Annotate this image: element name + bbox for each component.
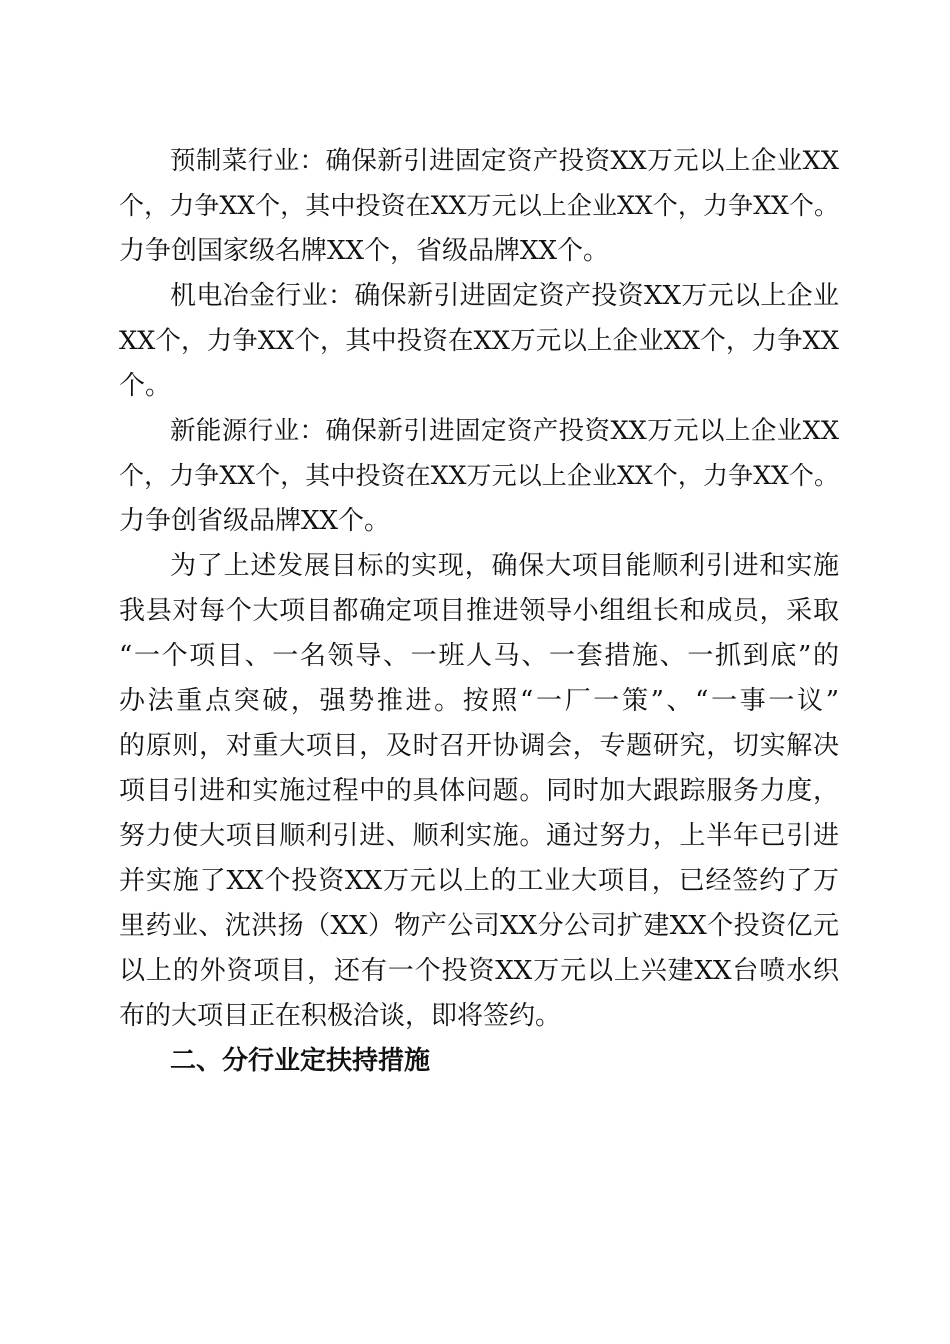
paragraph-4-line-6: 项目引进和实施过程中的具体问题。同时加大跟踪服务力度， — [119, 776, 839, 806]
paragraph-3-line-2: 个，力争XX个，其中投资在XX万元以上企业XX个，力争XX个。 — [119, 461, 839, 490]
section-heading: 二、分行业定扶持措施 — [170, 1046, 431, 1076]
paragraph-1-line-3: 力争创国家级名牌XX个，省级品牌XX个。 — [119, 236, 610, 266]
paragraph-4-line-11: 布的大项目正在积极洽谈，即将签约。 — [119, 1001, 562, 1031]
paragraph-2-line-2: XX个，力争XX个，其中投资在XX万元以上企业XX个，力争XX — [119, 326, 839, 356]
paragraph-1-line-1: 预制菜行业：确保新引进固定资产投资XX万元以上企业XX — [170, 146, 839, 176]
paragraph-3-line-3: 力争创省级品牌XX个。 — [119, 506, 391, 536]
paragraph-2-line-1: 机电冶金行业：确保新引进固定资产投资XX万元以上企业 — [170, 281, 839, 311]
paragraph-4-line-5: 的原则，对重大项目，及时召开协调会，专题研究，切实解决 — [119, 731, 839, 761]
paragraph-4-line-3: “一个项目、一名领导、一班人马、一套措施、一抓到底”的 — [119, 641, 839, 671]
paragraph-4-line-1: 为了上述发展目标的实现，确保大项目能顺利引进和实施 — [170, 551, 839, 581]
paragraph-1-line-2: 个，力争XX个，其中投资在XX万元以上企业XX个，力争XX个。 — [119, 191, 839, 220]
paragraph-4-line-4: 办法重点突破，强势推进。按照“一厂一策”、“一事一议” — [119, 686, 839, 716]
paragraph-4-line-9: 里药业、沈洪扬（XX）物产公司XX分公司扩建XX个投资亿元 — [119, 911, 839, 941]
paragraph-4-line-7: 努力使大项目顺利引进、顺利实施。通过努力，上半年已引进 — [119, 821, 839, 851]
paragraph-2-line-3: 个。 — [119, 371, 172, 401]
paragraph-4-line-8: 并实施了XX个投资XX万元以上的工业大项目，已经签约了万 — [119, 866, 839, 896]
paragraph-4-line-2: 我县对每个大项目都确定项目推进领导小组组长和成员，采取 — [119, 596, 839, 626]
paragraph-3-line-1: 新能源行业：确保新引进固定资产投资XX万元以上企业XX — [170, 416, 839, 446]
paragraph-4-line-10: 以上的外资项目，还有一个投资XX万元以上兴建XX台喷水织 — [119, 956, 839, 986]
